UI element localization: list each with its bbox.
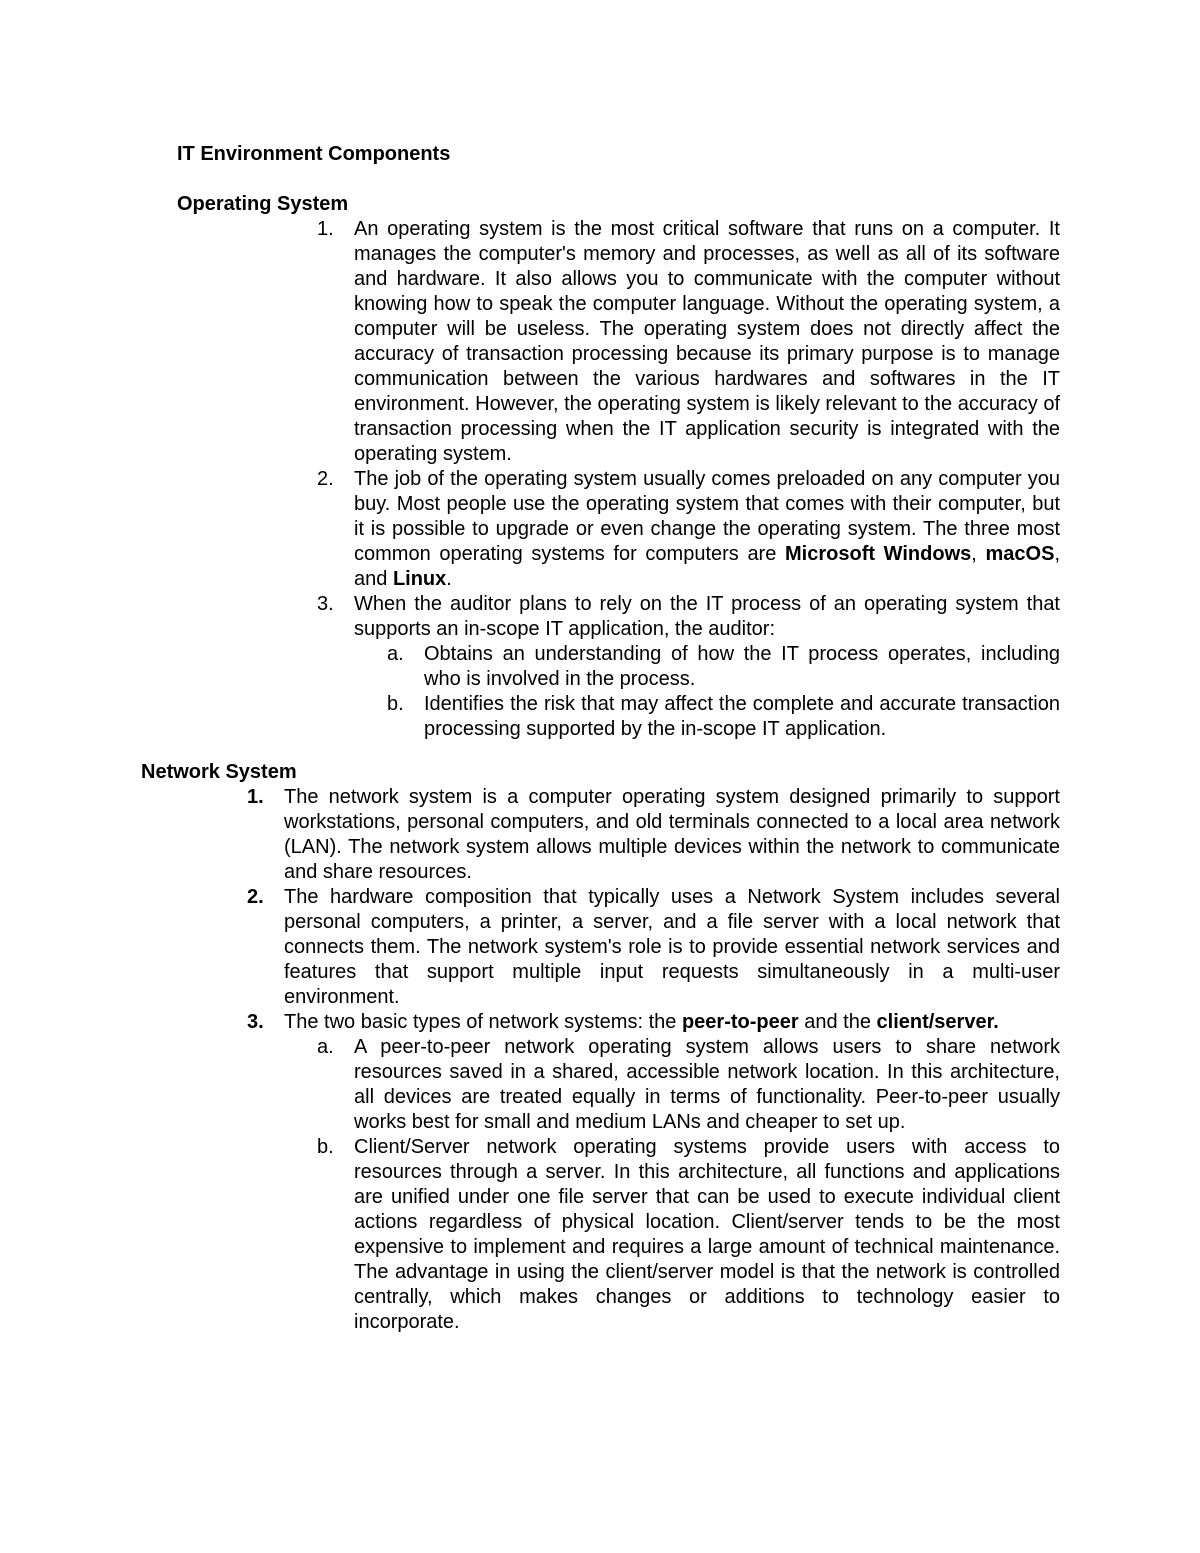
list-item — [317, 217, 1060, 467]
sub-list-item — [317, 1135, 1060, 1335]
sub-list-item — [387, 692, 1060, 742]
sentence-end: . — [446, 568, 452, 590]
item-text: An operating system is the most critical software that runs on a computer. It manages the computer's memory and processes, as well as all of its software and hardware. It also allows you to communicate with the computer without knowing how to speak the computer language. Without the operating system, a computer will be useless. The operating system does not directly affect the accuracy of transaction processing because its primary purpose is to manage communication between the various hardwares and softwares in the IT environment. However, the operating system is likely relevant to the accuracy of transaction processing when the IT application security is integrated with the operating system. — [354, 218, 1060, 465]
item-text: The job of the operating system usually comes preloaded on any computer you buy. Most people use the operating system that comes with their computer, but it is possible to upgrade or even change the operating system. The three most common operating systems for computers are — [354, 468, 1060, 565]
list-item — [317, 592, 1060, 742]
separator: , — [971, 543, 977, 565]
network-system-list — [247, 785, 1060, 1335]
sub-item-text: Identifies the risk that may affect the complete and accurate transaction processing supported by the in-scope IT application. — [424, 693, 1060, 740]
sub-item-letter: a. — [317, 1036, 334, 1058]
sub-item-letter: b. — [317, 1136, 334, 1158]
sub-item-text: Obtains an understanding of how the IT process operates, including who is involved in the process. — [424, 643, 1060, 690]
network-type-client-server: client/server. — [876, 1011, 999, 1033]
list-item — [247, 885, 1060, 1010]
separator: , and — [354, 543, 1060, 590]
sub-item-letter: b. — [387, 693, 404, 715]
network-system-heading: Network System — [141, 761, 297, 783]
item-text: The network system is a computer operating system designed primarily to support workstations, personal computers, and old terminals connected to a local area network (LAN). The network system allows multiple devices within the network to communicate and share resources. — [284, 786, 1060, 883]
item-text: When the auditor plans to rely on the IT process of an operating system that supports an in-scope IT application, the auditor: — [354, 593, 1060, 640]
item-number: 3. — [247, 1011, 264, 1033]
item-text: The two basic types of network systems: the — [284, 1011, 677, 1033]
list-item — [247, 785, 1060, 885]
sub-item-text: Client/Server network operating systems provide users with access to resources through a server. In this architecture, all functions and applications are unified under one file server that can be used to execute individual client actions regardless of physical location. Client/server tends to be the most expensive to implement and requires a large amount of technical maintenance. The advantage in using the client/server model is that the network is controlled centrally, which makes changes or additions to technology easier to incorporate. — [354, 1136, 1060, 1333]
item-text: and the — [804, 1011, 871, 1033]
sub-item-text: A peer-to-peer network operating system allows users to share network resources saved in a shared, accessible network location. In this architecture, all devices are treated equally in terms of functionality. Peer-to-peer usually works best for small and medium LANs and cheaper to set up. — [354, 1036, 1060, 1133]
os-name-linux: Linux — [392, 568, 447, 590]
page-title: IT Environment Components — [177, 143, 451, 165]
sub-list — [354, 642, 1060, 742]
item-number: 2. — [247, 886, 264, 908]
sub-list-item — [317, 1035, 1060, 1135]
network-type-peer-to-peer: peer-to-peer — [681, 1011, 799, 1033]
item-number: 2. — [317, 468, 334, 490]
list-item — [317, 467, 1060, 592]
item-number: 3. — [317, 593, 334, 615]
operating-system-heading: Operating System — [177, 193, 349, 215]
item-text: The hardware composition that typically uses a Network System includes several personal computers, a printer, a server, and a file server with a local network that connects them. The network system's role is to provide essential network services and features that support multiple input requests simultaneously in a multi-user environment. — [284, 886, 1060, 1008]
os-name-windows: Microsoft Windows — [785, 543, 972, 565]
item-number: 1. — [247, 786, 264, 808]
sub-list-item — [387, 642, 1060, 692]
item-number: 1. — [317, 218, 334, 240]
os-name-macos: macOS — [985, 543, 1055, 565]
sub-item-letter: a. — [387, 643, 404, 665]
list-item — [247, 1010, 1060, 1335]
operating-system-list — [317, 217, 1060, 742]
sub-list — [284, 1035, 1060, 1335]
